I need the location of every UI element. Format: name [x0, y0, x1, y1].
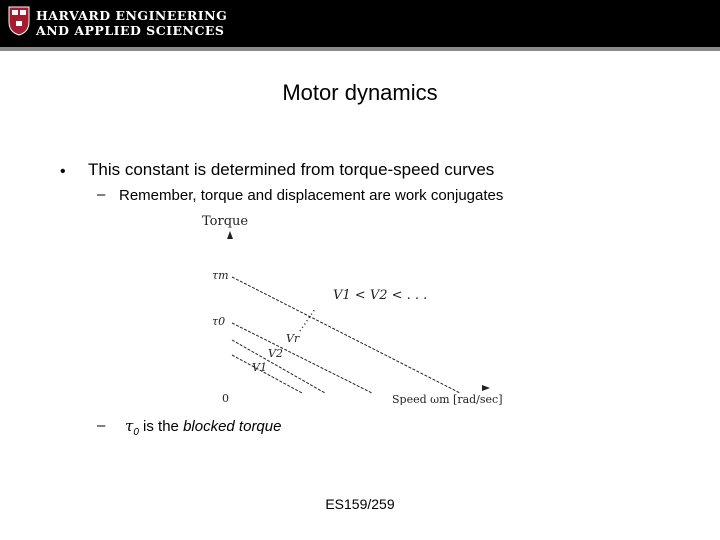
tau-symbol: τ — [125, 417, 134, 435]
bullet-marker: • — [60, 163, 66, 180]
org-name-line1: HARVARD ENGINEERING — [36, 8, 228, 23]
slide-title: Motor dynamics — [282, 80, 438, 105]
label-origin: 0 — [222, 392, 229, 405]
tau-emphasis: blocked torque — [183, 418, 282, 435]
bullet-text: This constant is determined from torque-speed curves — [88, 160, 495, 179]
tau-bullet-marker: – — [97, 417, 106, 434]
header-bar — [0, 0, 720, 47]
org-name-line2: AND APPLIED SCIENCES — [36, 23, 225, 38]
sub-bullet-marker: – — [97, 186, 106, 203]
figure-ylabel: Torque — [202, 214, 249, 229]
label-tau-m: τm — [212, 269, 229, 282]
curve-v3 — [232, 323, 372, 393]
tau-subscript: 0 — [133, 427, 139, 438]
torque-speed-figure — [190, 205, 510, 405]
y-axis-arrow — [227, 231, 233, 239]
label-vr: Vr — [286, 332, 300, 345]
sub-bullet-text: Remember, torque and displacement are work conjugates — [119, 187, 504, 204]
label-tau-0: τ0 — [212, 315, 226, 328]
figure-xlabel: Speed ωm [rad/sec] — [392, 393, 503, 405]
label-v2: V2 — [268, 347, 283, 360]
header-divider — [0, 47, 720, 51]
harvard-shield-icon — [8, 6, 30, 36]
tau-bullet-text — [125, 417, 281, 438]
tau-mid-text: is the — [138, 418, 184, 435]
label-v1: V1 — [252, 361, 267, 374]
footer-course: ES159/259 — [325, 496, 395, 512]
label-v-relation: V1 < V2 < . . . — [333, 288, 428, 303]
x-axis-arrow — [482, 385, 490, 391]
